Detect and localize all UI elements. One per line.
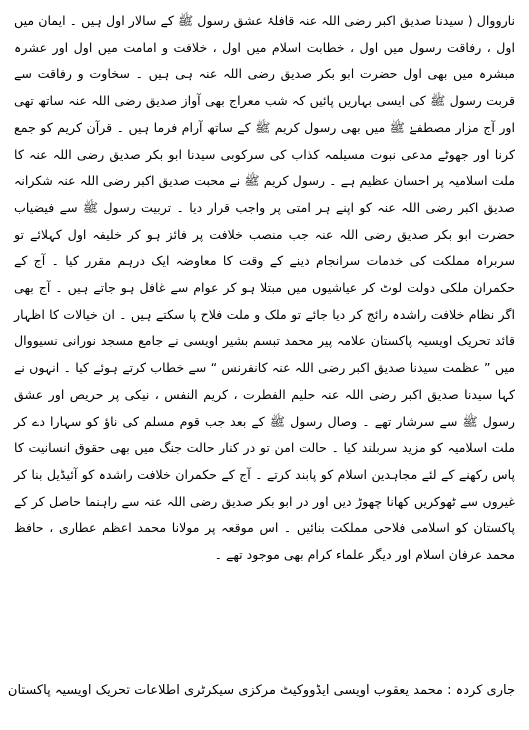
article-paragraph: نارووال ( سیدنا صدیق اکبر رضی اللہ عنہ قافلۂ عشق رسول ﷺ کے سالار اول ہیں ۔ ایمان میں اول ، رفاقت رسول میں اول ، خطابت اسلام میں اول ، خلافت و امامت میں اول اور عشرہ مبشرہ میں بھی اول حضرت ابو بکر صدیق رضی اللہ عنہ ہی ہیں ۔ سخاوت و رفاقت سے قربت رسول ﷺ کی ایسی بہاریں پائیں کہ شب معراج بھی آواز صدیق رضی اللہ عنہ ساتھ تھی اور آج مزار مصطفےٰ ﷺ میں بھی رسول کریم ﷺ کے ساتھ آرام فرما ہیں ۔ قرآن کریم کو جمع کرنا اور جھوٹے مدعی نبوت مسیلمہ کذاب کی سرکوبی سیدنا ابو بکر صدیق رضی اللہ عنہ کا ملت اسلامیہ پر احسان عظیم ہے ۔ رسول کریم ﷺ نے محبت صدیق اکبر رضی اللہ عنہ شکرانہ صدیق اکبر رضی اللہ عنہ کو اپنے ہر امتی پر واجب قرار دیا ۔ تربیت رسول ﷺ سے فیضیاب حضرت ابو بکر صدیق رضی اللہ عنہ جب منصب خلافت پر فائز ہو کر خلیفہ اول کہلائے تو سربراہ مملکت کی خدمات سرانجام دینے کے وقت کا معاوضہ ایک درہم مقرر کیا ۔ آج کے حکمران ملکی دولت لوٹ کر عیاشیوں میں مبتلا ہو کر عوام سے غافل ہو جاتے ہیں ۔ آج بھی اگر نظام خلافت راشدہ رائج کر دیا جائے تو ملک و ملت فلاح پا سکتے ہیں ۔ ان خیالات کا اظہار قائد تحریک اویسیہ پاکستان علامہ پیر محمد تبسم بشیر اویسی نے جامع مسجد نورانی نسیووال میں ” عظمت سیدنا صدیق اکبر رضی اللہ عنہ کانفرنس “ سے خطاب کرتے ہوئے کیا ۔ انہوں نے کہا سیدنا صدیق اکبر رضی اللہ عنہ حلیم الفطرت ، کریم النفس ، نیکی پر حریص اور عشق رسول ﷺ سے سرشار تھے ۔ وصال رسول ﷺ کے بعد جب قوم مسلم کی ناؤ کو سہارا دے کر ملت اسلامیہ کو مزید سربلند کیا ۔ حالت امن تو در کنار حالت جنگ میں بھی حقوق انسانیت کا پاس رکھنے کے لئے مجاہدین اسلام کو پابند کرتے ۔ آج کے حکمران خلافت راشدہ کو آئیڈیل بنا کر غیروں سے ٹھوکریں کھانا چھوڑ دیں اور در ابو بکر صدیق رضی اللہ عنہ سے راہنما حاصل کر کے پاکستان کو اسلامی فلاحی مملکت بنائیں ۔ اس موقعہ پر مولانا محمد اعظم عطاری ، حافظ محمد عرفان اسلام اور دیگر علماء کرام بھی موجود تھے ۔ — [14, 13, 515, 563]
article-body — [14, 8, 515, 569]
issuer-footer: جاری کردہ : محمد یعقوب اویسی ایڈووکیٹ مرکزی سیکرٹری اطلاعات تحریک اویسیہ پاکستان — [7, 683, 515, 698]
